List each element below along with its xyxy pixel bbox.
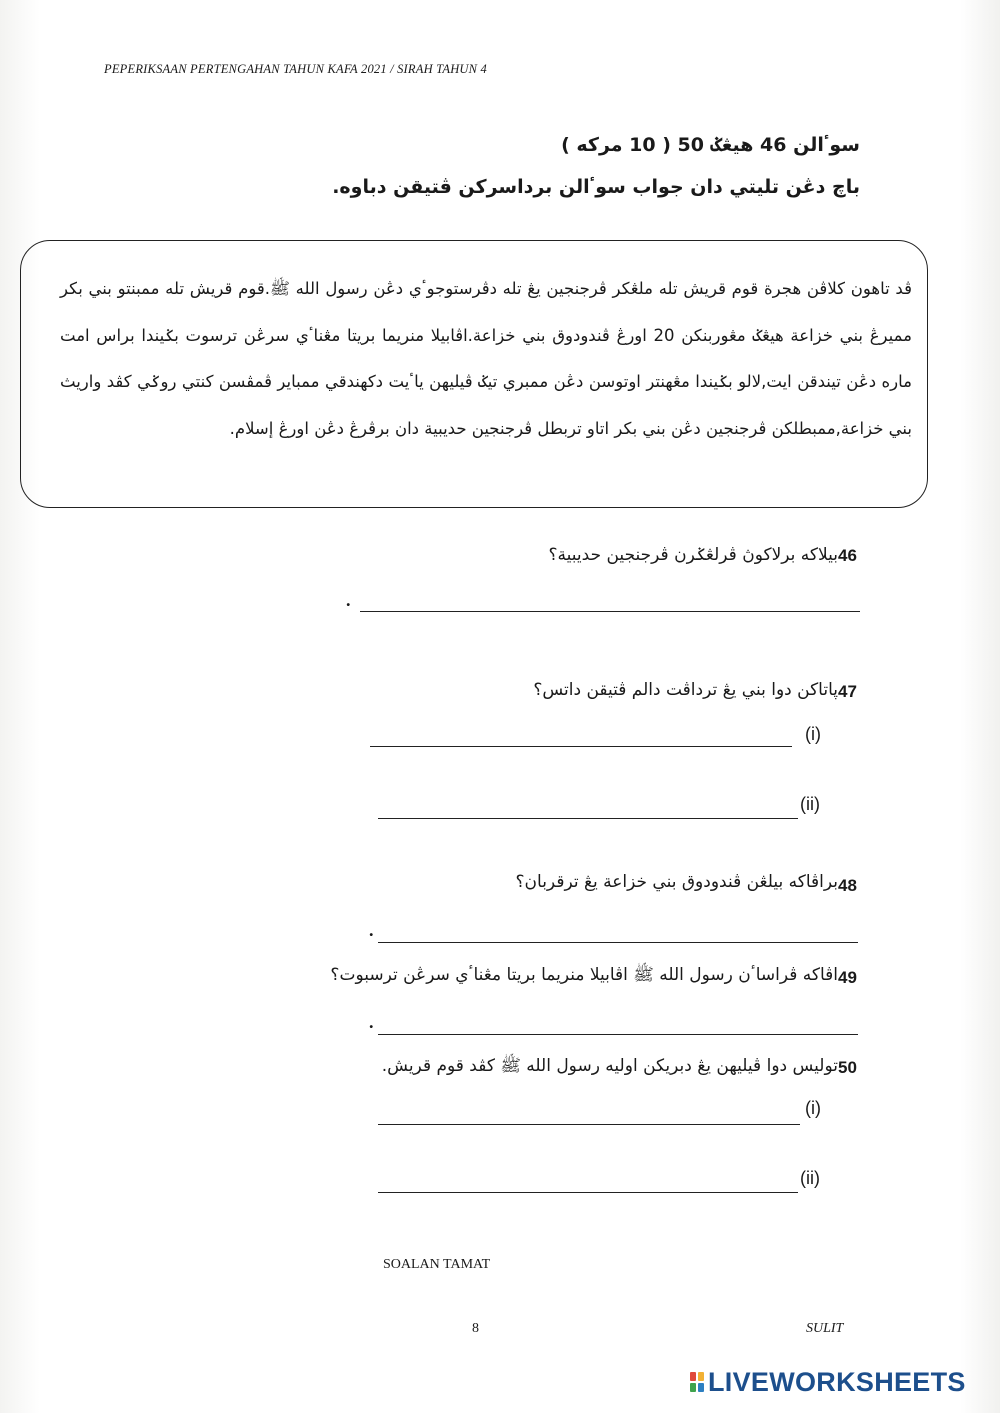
passage-text: ڤد تاهون كلاڤن هجرة قوم قريش تله ملڠكر ڤرجنجين يڠ تله دڤرستوجوٴي دڠن رسول الله ﷺ.قوم قريش تله ممبنتو بني بكر مميرڠ بني خزاعة هيڠݢ مڠوربنكن 20 اورڠ ڤندودوق بني خزاعة.اڤابيلا منريما بريتا مڠناٴي سرڠن ترسوت بݢيندا براس امت ماره دڠن تيندقن ايت,لالو بݢيندا مڠهنتر اوتوسن دڠن ممبري تيݢ ڤيليهن ياٴيت دكهندقي ممباير ڤمڤسن كنتي روݢي كڤد واريث بني خزاعة,ممبطلكن ڤرجنجين دڠن بني بكر اتاو تربطل ڤرجنجين حديبية دان برڤرڠ دڠن اورڠ إسلام. [60,279,912,438]
answer-label: (i) [805,724,821,744]
answer-dot: . [369,920,374,940]
page-number: 8 [472,1321,479,1336]
question-text: اڤاكه ڤراساٴن رسول الله ﷺ اڤابيلا منريما بريتا مڠناٴي سرڠن ترسبوت؟ [330,965,838,985]
question-number: 50 [838,1058,857,1077]
end-of-questions: SOALAN TAMAT [383,1257,491,1272]
question-number: 47 [838,682,857,701]
question-text: براڤاكه بيلڠن ڤندودوق بني خزاعة يڠ ترقربان؟ [515,872,838,892]
answer-line[interactable] [378,942,858,943]
section-instruction: باچ دڠن تليتي دان جواب سوٴالن برداسركن ڤتيقن دباوه. [332,176,860,198]
liveworksheets-wordmark: LIVEWORKSHEETS [708,1366,966,1397]
classification-label: SULIT [806,1321,844,1336]
logo-square-green [690,1383,696,1392]
question-number: 49 [838,968,857,987]
logo-square-red [690,1372,696,1381]
answer-line[interactable] [378,1124,800,1125]
logo-square-blue [698,1383,704,1392]
exam-header: PEPERIKSAAN PERTENGAHAN TAHUN KAFA 2021 / SIRAH TAHUN 4 [104,62,487,76]
answer-dot: . [369,1012,374,1032]
logo-square-yellow [698,1372,704,1381]
section-title: سوٴالن 46 هيڠݢ 50 ( 10 مركه ) [561,134,860,156]
liveworksheets-icon [689,1371,705,1393]
question-number: 48 [838,876,857,895]
answer-line[interactable] [378,1034,858,1035]
question-text: توليس دوا ڤيليهن يڠ دبريكن اوليه رسول الله ﷺ كڤد قوم قريش. [381,1056,838,1076]
answer-line[interactable] [378,1192,798,1193]
answer-line[interactable] [378,818,798,819]
question-number: 46 [838,546,857,565]
question-text: ڽاتاكن دوا بني يڠ ترداڤت دالم ڤتيقن داتس؟ [533,680,838,700]
answer-label: (i) [805,1098,821,1118]
question-text: بيلاكه برلاكوڽ ڤرلڠݢرن ڤرجنجين حديبية؟ [548,545,838,565]
liveworksheets-logo[interactable] [689,1366,966,1397]
answer-line[interactable] [360,611,860,612]
answer-label: (ii) [800,794,820,814]
answer-label: (ii) [800,1168,820,1188]
answer-dot: . [346,590,351,610]
answer-line[interactable] [370,746,792,747]
